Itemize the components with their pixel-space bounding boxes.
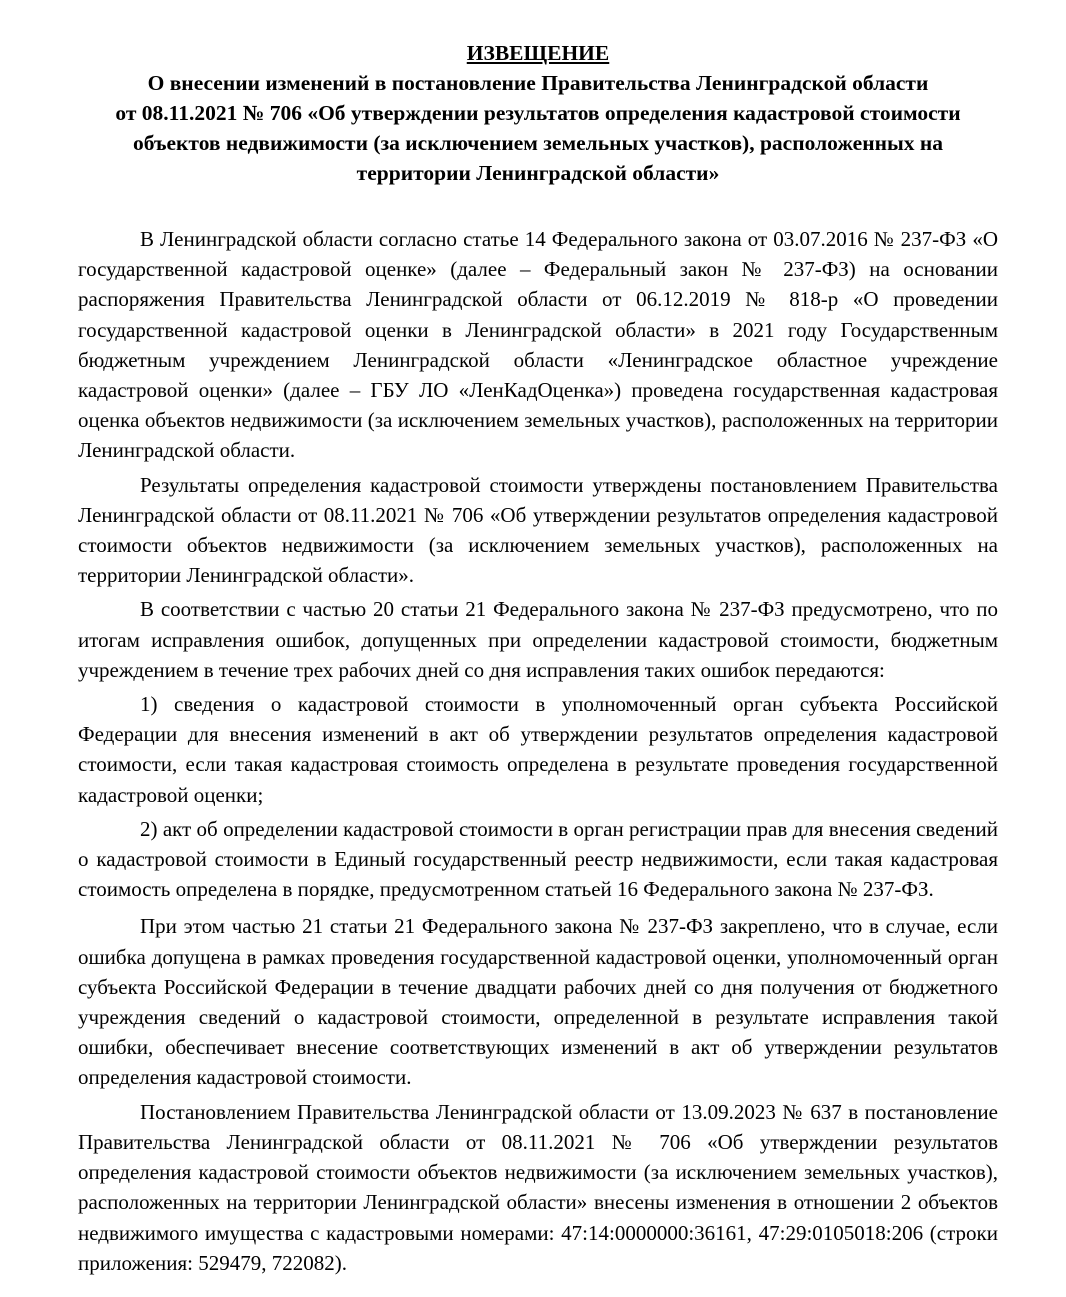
document-body: [78, 224, 998, 1278]
subtitle-line: территории Ленинградской области»: [356, 161, 720, 185]
document-header: [78, 38, 998, 188]
document-title: ИЗВЕЩЕНИЕ: [466, 41, 610, 65]
subtitle-line: объектов недвижимости (за исключением земельных участков), расположенных на: [132, 131, 944, 155]
paragraph-law-part-20: В соответствии с частью 20 статьи 21 Федерального закона № 237-ФЗ предусмотрено, что по итогам исправления ошибок, допущенных при определении кадастровой стоимости, бюджетным учреждением в течение трех рабочих дней со дня исправления таких ошибок передаются:: [78, 597, 998, 682]
paragraph-intro: В Ленинградской области согласно статье 14 Федерального закона от 03.07.2016 № 237-ФЗ «О государственной кадастровой оценке» (далее – Федеральный закон № 237-ФЗ) на основании распоряжения Правительства Ленинградской области от 06.12.2019 № 818-р «О проведении государственной кадастровой оценки в Ленинградской области» в 2021 году Государственным бюджетным учреждением Ленинградской области «Ленинградское областное учреждение кадастровой оценки» (далее – ГБУ ЛО «ЛенКадОценка») проведена государственная кадастровая оценка объектов недвижимости (за исключением земельных участков), расположенных на территории Ленинградской области.: [78, 227, 998, 463]
paragraph-item-2: 2) акт об определении кадастровой стоимости в орган регистрации прав для внесения сведений о кадастровой стоимости в Единый государственный реестр недвижимости, если такая кадастровая стоимость определена в порядке, предусмотренном статьей 16 Федерального закона № 237-ФЗ.: [78, 816, 998, 902]
subtitle-line: О внесении изменений в постановление Правительства Ленинградской области: [147, 71, 929, 95]
paragraph-law-part-21: При этом частью 21 статьи 21 Федерального закона № 237-ФЗ закреплено, что в случае, если ошибка допущена в рамках проведения государственной кадастровой оценки, уполномоченный орган субъекта Российской Федерации в течение двадцати рабочих дней со дня получения от бюджетного учреждения сведений о кадастровой стоимости, определенной в результате исправления такой ошибки, обеспечивает внесение соответствующих изменений в акт об утверждении результатов определения кадастровой стоимости.: [78, 914, 998, 1090]
paragraph-item-1: 1) сведения о кадастровой стоимости в уполномоченный орган субъекта Российской Федерации для внесения изменений в акт об утверждении результатов определения кадастровой стоимости, если такая кадастровая стоимость определена в результате проведения государственной кадастровой оценки;: [78, 692, 998, 807]
paragraph-resolution: Постановлением Правительства Ленинградской области от 13.09.2023 № 637 в постановление Правительства Ленинградской области от 08.11.2021 № 706 «Об утверждении результатов определения кадастровой стоимости объектов недвижимости (за исключением земельных участков), расположенных на территории Ленинградской области» внесены изменения в отношении 2 объектов недвижимого имущества с кадастровыми номерами: 47:14:0000000:36161, 47:29:0105018:206 (строки приложения: 529479, 722082).: [78, 1099, 998, 1275]
subtitle-line: от 08.11.2021 № 706 «Об утверждении результатов определения кадастровой стоимости: [115, 101, 961, 125]
paragraph-results: Результаты определения кадастровой стоимости утверждены постановлением Правительства Ленинградской области от 08.11.2021 № 706 «Об утверждении результатов определения кадастровой стоимости объектов недвижимости (за исключением земельных участков), расположенных на территории Ленинградской области».: [78, 472, 998, 588]
document-page: [78, 38, 998, 1278]
